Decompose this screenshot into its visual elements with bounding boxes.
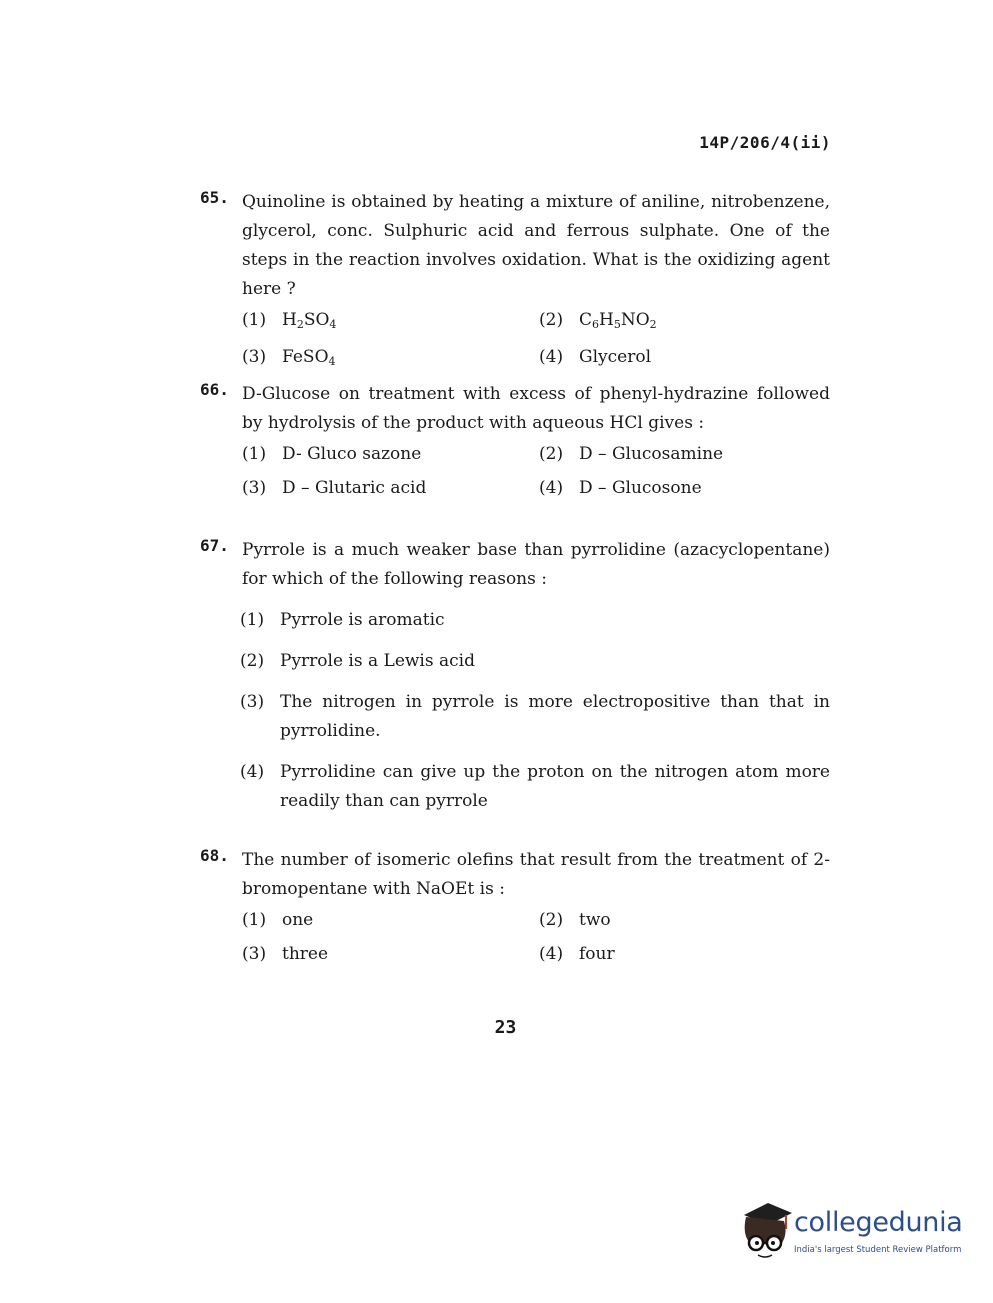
option-text: C xyxy=(579,310,593,330)
question-65 xyxy=(200,188,830,390)
option-text: SO xyxy=(303,310,330,330)
option-4 xyxy=(539,944,615,964)
option-text: three xyxy=(282,944,329,964)
option-label: (4) xyxy=(240,762,265,782)
question-text: Quinoline is obtained by heating a mixture of aniline, nitrobenzene, glycerol, conc. Sulphuric acid and ferrous sulphate. One of the steps in the reaction involves oxidation. What is the oxidizing agent here ? xyxy=(242,192,830,299)
question-number: 68. xyxy=(200,846,229,865)
question-number: 66. xyxy=(200,380,229,399)
options xyxy=(240,606,830,816)
brand-name: collegedunia xyxy=(794,1207,963,1238)
question-text: Pyrrole is a much weaker base than pyrrolidine (azacyclopentane) for which of the following reasons : xyxy=(242,540,830,589)
option-text: D- Gluco sazone xyxy=(282,444,422,464)
option-text: Pyrrolidine can give up the proton on the nitrogen atom more readily than can pyrrole xyxy=(280,762,830,811)
option-label: (3) xyxy=(240,692,265,712)
option-text: NO xyxy=(620,310,650,330)
option-text: FeSO xyxy=(282,347,329,367)
option-label: (1) xyxy=(242,310,267,330)
option-text: Glycerol xyxy=(579,347,652,367)
option-text: H xyxy=(599,310,614,330)
option-text: two xyxy=(579,910,611,930)
paper-code: 14P/206/4(ii) xyxy=(699,133,831,152)
question-67 xyxy=(200,536,830,816)
page-number: 23 xyxy=(494,1017,517,1038)
option-label: (1) xyxy=(240,610,265,630)
option-1 xyxy=(242,444,421,464)
subscript: 2 xyxy=(649,318,657,331)
question-66 xyxy=(200,380,830,524)
option-label: (1) xyxy=(242,910,267,930)
option-1 xyxy=(242,910,313,930)
option-1 xyxy=(240,606,830,635)
options xyxy=(242,910,830,990)
question-number: 67. xyxy=(200,536,229,555)
option-2 xyxy=(240,647,830,676)
option-label: (3) xyxy=(242,944,267,964)
options xyxy=(242,444,830,524)
subscript: 4 xyxy=(329,318,337,331)
question-text: D-Glucose on treatment with excess of phenyl-hydrazine followed by hydrolysis of the product with aqueous HCl gives : xyxy=(242,384,830,433)
brand-tagline: India's largest Student Review Platform xyxy=(794,1245,962,1255)
option-text: one xyxy=(282,910,314,930)
option-label: (2) xyxy=(240,651,265,671)
option-text: The nitrogen in pyrrole is more electropositive than that in pyrrolidine. xyxy=(280,692,830,741)
question-68 xyxy=(200,846,830,990)
option-label: (2) xyxy=(539,444,564,464)
option-2 xyxy=(539,310,657,331)
option-2 xyxy=(539,444,723,464)
option-text: Pyrrole is aromatic xyxy=(280,610,445,630)
option-text: D – Glucosamine xyxy=(579,444,724,464)
graduate-mascot-icon xyxy=(736,1195,794,1259)
option-label: (3) xyxy=(242,478,267,498)
option-label: (4) xyxy=(539,944,564,964)
option-3 xyxy=(242,347,336,368)
option-4 xyxy=(240,758,830,816)
option-3 xyxy=(242,944,328,964)
option-text: D – Glutaric acid xyxy=(282,478,427,498)
option-3 xyxy=(240,688,830,746)
option-text: H xyxy=(282,310,297,330)
subscript: 5 xyxy=(613,318,621,331)
option-4 xyxy=(539,347,651,367)
option-text: Pyrrole is a Lewis acid xyxy=(280,651,475,671)
option-label: (3) xyxy=(242,347,267,367)
subscript: 2 xyxy=(296,318,304,331)
option-label: (1) xyxy=(242,444,267,464)
option-label: (2) xyxy=(539,310,564,330)
option-text: four xyxy=(579,944,615,964)
options xyxy=(242,310,830,390)
subscript: 4 xyxy=(328,355,336,368)
subscript: 6 xyxy=(592,318,600,331)
option-label: (2) xyxy=(539,910,564,930)
option-text: D – Glucosone xyxy=(579,478,702,498)
option-2 xyxy=(539,910,611,930)
option-label: (4) xyxy=(539,347,564,367)
option-4 xyxy=(539,478,702,498)
question-text: The number of isomeric olefins that result from the treatment of 2- bromopentane with NaOEt is : xyxy=(242,850,830,899)
question-number: 65. xyxy=(200,188,229,207)
option-3 xyxy=(242,478,426,498)
option-label: (4) xyxy=(539,478,564,498)
option-1 xyxy=(242,310,336,331)
collegedunia-watermark xyxy=(736,1195,966,1265)
